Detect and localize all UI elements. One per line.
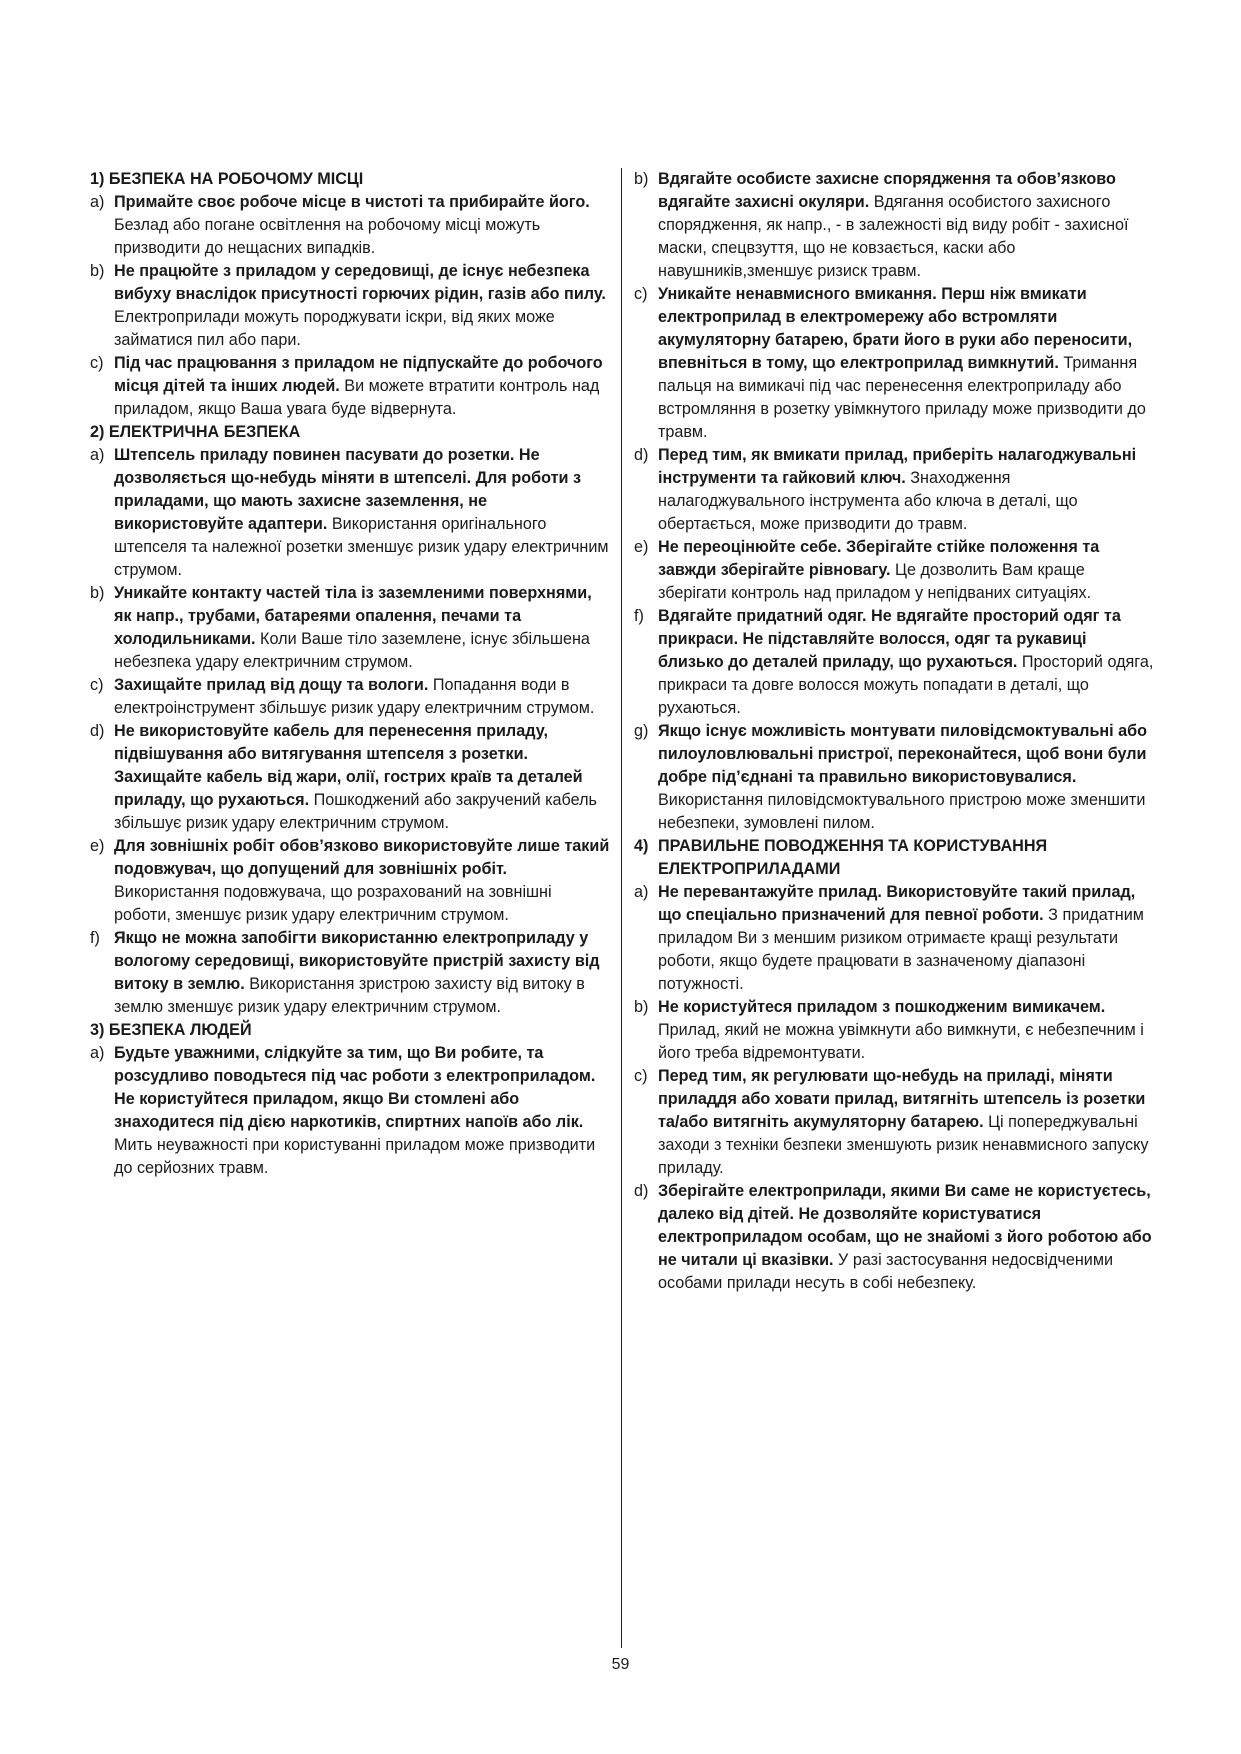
list-item	[90, 1042, 610, 1180]
list-item	[90, 191, 610, 260]
item-bold: Для зовнішніх робіт обов’язково використовуйте лише такий подовжувач, що допущений для зовнішніх робіт.	[114, 837, 610, 878]
item-text: Використання оригінального штепселя та належної розетки зменшує ризик удару електричним струмом.	[114, 515, 609, 579]
item-bold: Під час працювання з приладом не підпускайте до робочого місця дітей та інших людей.	[114, 354, 603, 395]
list-item	[90, 582, 610, 674]
list-item	[90, 260, 610, 352]
item-bold: Уникайте контакту частей тіла із заземленими поверхнями, як напр., трубами, батареями опалення, печами та холодильниками.	[114, 584, 592, 648]
left-column	[90, 168, 610, 1180]
section-heading-2: 2) ЕЛЕКТРИЧНА БЕЗПЕКА	[90, 423, 301, 441]
item-bold: Захищайте прилад від дощу та вологи.	[114, 676, 429, 694]
item-bold: Не користуйтеся приладом з пошкодженим вимикачем.	[658, 998, 1106, 1016]
list-item	[634, 444, 1154, 536]
item-bold: Будьте уважними, слідкуйте за тим, що Ви робите, та розсудливо поводьтеся під час роботи з електроприладом. Не користуйтеся приладом, якщо Ви стомлені або знаходитеся під дією наркотиків, спиртних напоїв або лік.	[114, 1044, 596, 1131]
item-letter: a)	[90, 1044, 105, 1062]
item-bold: Не перевантажуйте прилад. Використовуйте такий прилад, що спеціально призначений для певної роботи.	[658, 883, 1136, 924]
item-letter: b)	[90, 584, 105, 602]
right-column	[634, 168, 1154, 1295]
item-text: Ці попереджувальні заходи з техніки безпеки зменшують ризик ненавмисного запуску приладу.	[658, 1113, 1149, 1177]
item-letter: d)	[90, 722, 105, 740]
item-text: Електроприлади можуть породжувати іскри, від яких може займатися пил або пари.	[114, 308, 555, 349]
list-item	[634, 536, 1154, 605]
list-item	[634, 1180, 1154, 1295]
item-text: Знаходження налагоджувального інструмента або ключа в деталі, що обертається, може призводити до травм.	[658, 469, 1078, 533]
item-text: Використання подовжувача, що розрахований на зовнішні роботи, зменшує ризик удару електричним струмом.	[114, 883, 552, 924]
page-number: 59	[611, 1656, 630, 1673]
item-letter: b)	[634, 998, 649, 1016]
item-bold: Зберігайте електроприлади, якими Ви саме не користуєтесь, далеко від дітей. Не дозволяйте користуватися електроприладом особам, що не знайомі з його роботою або не читали ці вказівки.	[658, 1182, 1152, 1269]
item-text: У разі застосування недосвідченими особами прилади несуть в собі небезпеку.	[658, 1251, 1114, 1292]
item-letter: c)	[90, 354, 104, 372]
item-text: Тримання пальця на вимикачі під час перенесення електроприладу або встромляння в розетку увімкнутого приладу може призводити до травм.	[658, 354, 1146, 441]
item-text: З придатним приладом Ви з меншим ризиком отримаєте кращі результати роботи, якщо будете працювати в зазначеному діапазоні потужності.	[658, 906, 1144, 993]
item-bold: Не працюйте з приладом у середовищі, де існує небезпека вибуху внаслідок присутності горючих рідин, газів або пилу.	[114, 262, 606, 303]
item-text: Пошкоджений або закручений кабель збільшує ризик удару електричним струмом.	[114, 791, 597, 832]
item-letter: d)	[634, 446, 649, 464]
item-bold: Штепсель приладу повинен пасувати до розетки. Не дозволяється що-небудь міняти в штепселі. Для роботи з приладами, що мають захисне заземлення, не використовуйте адаптери.	[114, 446, 582, 533]
item-letter: c)	[634, 285, 648, 303]
item-text: Коли Ваше тіло заземлене, існує збільшена небезпека удару електричним струмом.	[114, 630, 590, 671]
item-bold: Перед тим, як регулювати що-небудь на приладі, міняти приладдя або ховати прилад, витягніть штепсель із розетки та/або витягніть акумуляторну батарею.	[658, 1067, 1146, 1131]
item-letter: b)	[634, 170, 649, 188]
column-divider	[621, 168, 622, 1648]
item-text: Це дозволить Вам краще зберігати контроль над приладом у непідваних ситуаціях.	[658, 561, 1092, 602]
item-text: Вдягання особистого захисного спорядження, як напр., - в залежності від виду робіт - захисної маски, спецвзуття, що не ковзається, каски або навушників,зменшує ризиск травм.	[658, 193, 1129, 280]
list-item	[634, 1065, 1154, 1180]
section-heading-4	[634, 835, 1154, 881]
list-item	[634, 881, 1154, 996]
item-bold: Вдягайте особисте захисне спорядження та обов’язково вдягайте захисні окуляри.	[658, 170, 1116, 211]
item-text: Мить неуважності при користуванні приладом може призводити до серйозних травм.	[114, 1136, 596, 1177]
item-text: Попадання води в електроінструмент збільшує ризик удару електричним струмом.	[114, 676, 595, 717]
list-item	[90, 444, 610, 582]
section-number: 4)	[634, 837, 649, 855]
section-title: ПРАВИЛЬНЕ ПОВОДЖЕННЯ ТА КОРИСТУВАННЯ ЕЛЕКТРОПРИЛАДАМИ	[658, 837, 1048, 878]
list-item	[634, 168, 1154, 283]
item-text: Прилад, який не можна увімкнути або вимкнути, є небезпечним і його треба відремонтувати.	[658, 1021, 1144, 1062]
item-text: Використання пиловідсмоктувального пристрою може зменшити небезпеки, зумовлені пилом.	[658, 791, 1146, 832]
item-letter: c)	[634, 1067, 648, 1085]
list-item	[90, 674, 610, 720]
item-letter: f)	[634, 607, 644, 625]
item-bold: Якщо існує можливість монтувати пиловідсмоктувальні або пилоуловлювальні пристрої, переконайтеся, щоб вони були добре під’єднані та правильно використовувалися.	[658, 722, 1148, 786]
item-bold: Вдягайте придатний одяг. Не вдягайте просторий одяг та прикраси. Не підставляйте волосся, одяг та рукавиці близько до деталей приладу, що рухаються.	[658, 607, 1121, 671]
item-text: Використання зристрою захисту від витоку в землю зменшує ризик удару електричним струмом.	[114, 975, 585, 1016]
list-item	[634, 720, 1154, 835]
item-bold: Перед тим, як вмикати прилад, приберіть налагоджувальні інструменти та гайковий ключ.	[658, 446, 1137, 487]
item-letter: c)	[90, 676, 104, 694]
list-item	[634, 996, 1154, 1065]
list-item	[634, 283, 1154, 444]
item-bold: Не використовуйте кабель для перенесення приладу, підвішування або витягування штепселя з розетки. Захищайте кабель від жари, олії, гострих країв та деталей приладу, що рухаються.	[114, 722, 583, 809]
item-letter: d)	[634, 1182, 649, 1200]
item-bold: Не переоцінюйте себе. Зберігайте стійке положення та завжди зберігайте рівновагу.	[658, 538, 1100, 579]
list-item	[90, 352, 610, 421]
item-letter: g)	[634, 722, 649, 740]
item-text: Просторий одяга, прикраси та довге волосся можуть попадати в деталі, що рухаються.	[658, 653, 1154, 717]
item-text: Ви можете втратити контроль над приладом, якщо Ваша увага буде відвернута.	[114, 377, 600, 418]
section-heading-1: 1) БЕЗПЕКА НА РОБОЧОМУ МІСЦІ	[90, 170, 364, 188]
item-letter: a)	[634, 883, 649, 901]
item-letter: e)	[634, 538, 649, 556]
item-bold: Примайте своє робоче місце в чистоті та прибирайте його.	[114, 193, 590, 211]
list-item	[90, 720, 610, 835]
item-letter: f)	[90, 929, 100, 947]
list-item	[90, 927, 610, 1019]
item-bold: Уникайте ненавмисного вмикання. Перш ніж вмикати електроприлад в електромережу або встромляти акумуляторну батарею, брати його в руки або переносити, впевніться в тому, що електроприлад вимкнутий.	[658, 285, 1133, 372]
item-bold: Якщо не можна запобігти використанню електроприладу у вологому середовищі, використовуйте пристрій захисту від витоку в землю.	[114, 929, 600, 993]
item-text: Безлад або погане освітлення на робочому місці можуть призводити до нещасних випадків.	[114, 216, 541, 257]
item-letter: a)	[90, 193, 105, 211]
item-letter: a)	[90, 446, 105, 464]
section-heading-3: 3) БЕЗПЕКА ЛЮДЕЙ	[90, 1021, 252, 1039]
list-item	[634, 605, 1154, 720]
item-letter: b)	[90, 262, 105, 280]
list-item	[90, 835, 610, 927]
item-letter: e)	[90, 837, 105, 855]
